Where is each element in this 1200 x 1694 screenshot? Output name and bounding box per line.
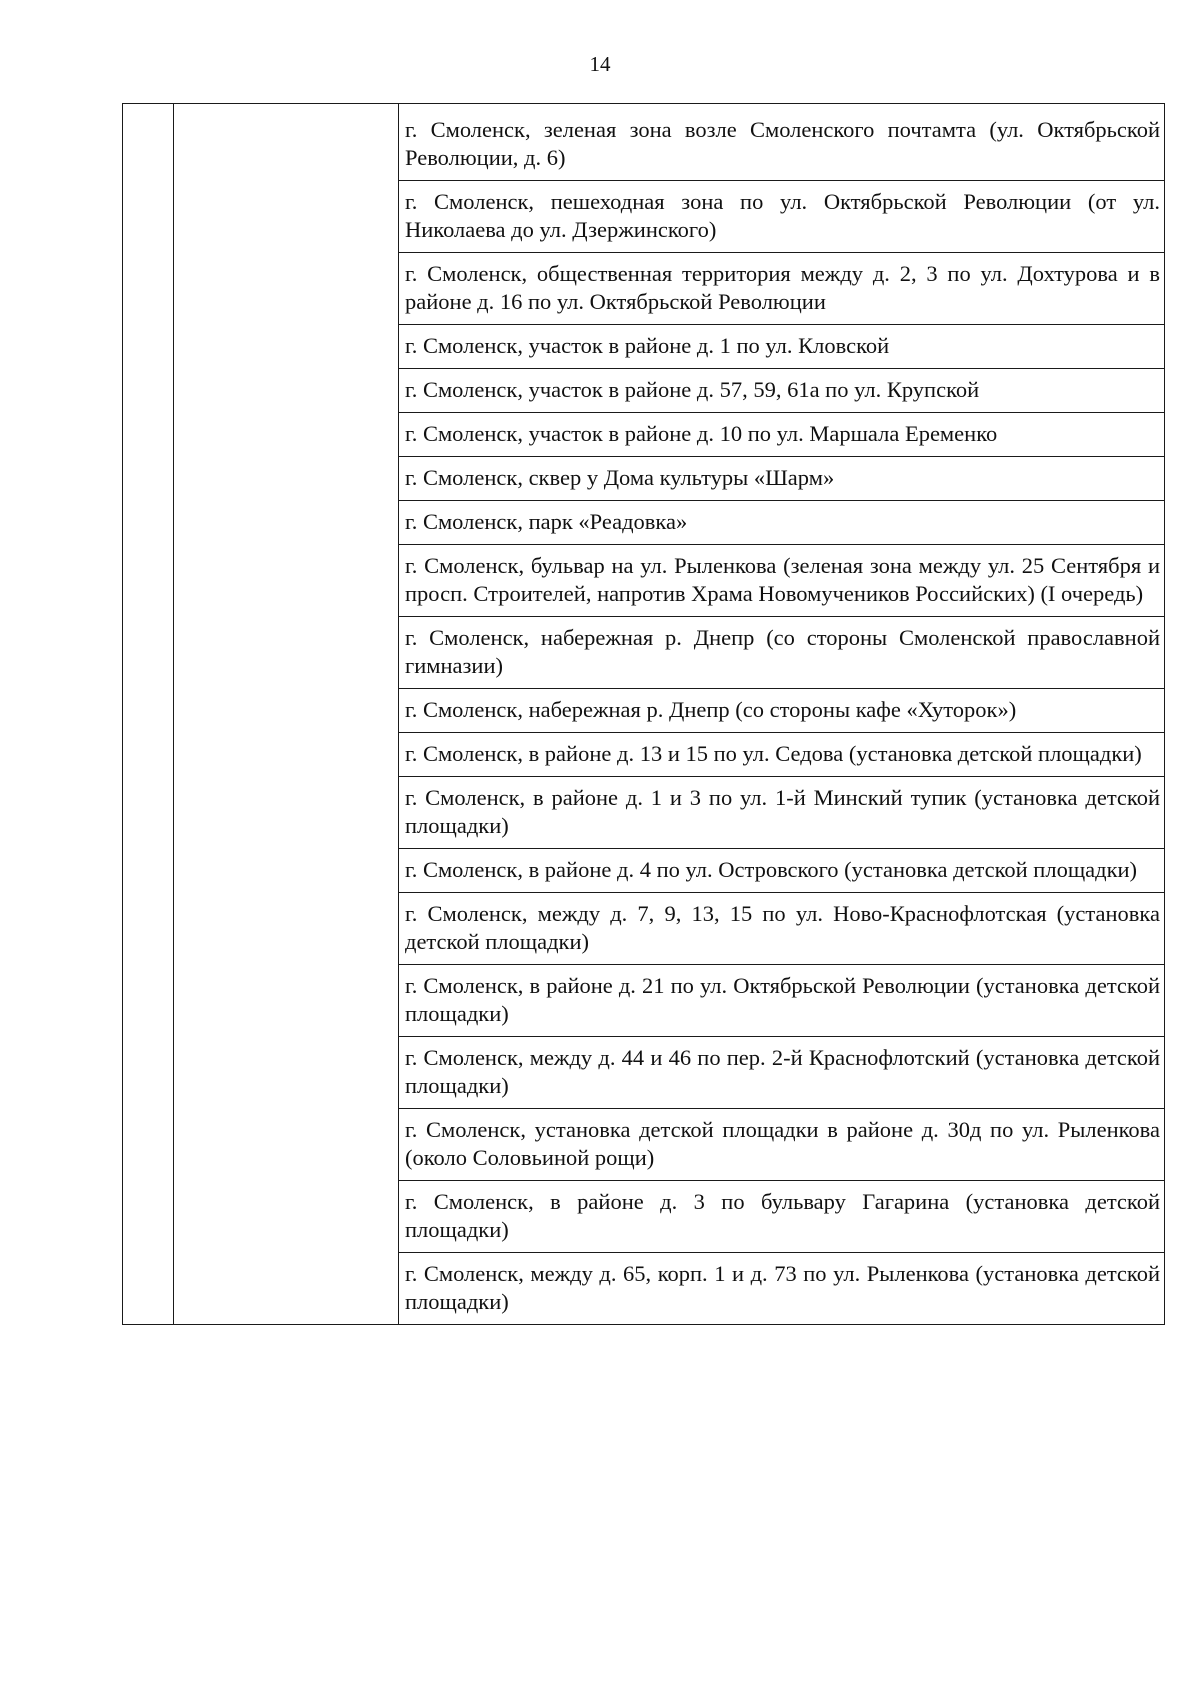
address-cell: г. Смоленск, пешеходная зона по ул. Октябрьской Революции (от ул. Николаева до ул. Дзержинского) (399, 181, 1165, 253)
number-column-cell (123, 104, 174, 1325)
table-row (123, 104, 1165, 181)
address-cell: г. Смоленск, бульвар на ул. Рыленкова (зеленая зона между ул. 25 Сентября и просп. Строителей, напротив Храма Новомучеников Российских) (I очередь) (399, 545, 1165, 617)
address-cell: г. Смоленск, сквер у Дома культуры «Шарм» (399, 457, 1165, 501)
address-cell: г. Смоленск, участок в районе д. 1 по ул. Кловской (399, 325, 1165, 369)
address-cell: г. Смоленск, в районе д. 21 по ул. Октябрьской Революции (установка детской площадки) (399, 965, 1165, 1037)
address-cell: г. Смоленск, между д. 7, 9, 13, 15 по ул. Ново-Краснофлотская (установка детской площадки) (399, 893, 1165, 965)
address-cell: г. Смоленск, в районе д. 13 и 15 по ул. Седова (установка детской площадки) (399, 733, 1165, 777)
address-cell: г. Смоленск, между д. 65, корп. 1 и д. 73 по ул. Рыленкова (установка детской площадки) (399, 1253, 1165, 1325)
table-body (123, 104, 1165, 1325)
address-cell: г. Смоленск, в районе д. 3 по бульвару Гагарина (установка детской площадки) (399, 1181, 1165, 1253)
address-table (122, 103, 1165, 1325)
address-cell: г. Смоленск, набережная р. Днепр (со стороны кафе «Хуторок») (399, 689, 1165, 733)
address-cell: г. Смоленск, установка детской площадки в районе д. 30д по ул. Рыленкова (около Соловьиной рощи) (399, 1109, 1165, 1181)
page-number: 14 (589, 52, 611, 76)
address-cell: г. Смоленск, участок в районе д. 10 по ул. Маршала Еременко (399, 413, 1165, 457)
address-cell: г. Смоленск, участок в районе д. 57, 59, 61а по ул. Крупской (399, 369, 1165, 413)
address-cell: г. Смоленск, в районе д. 4 по ул. Островского (установка детской площадки) (399, 849, 1165, 893)
address-cell: г. Смоленск, зеленая зона возле Смоленского почтамта (ул. Октябрьской Революции, д. 6) (399, 104, 1165, 181)
address-cell: г. Смоленск, между д. 44 и 46 по пер. 2-й Краснофлотский (установка детской площадки) (399, 1037, 1165, 1109)
name-column-cell (174, 104, 399, 1325)
address-cell: г. Смоленск, набережная р. Днепр (со стороны Смоленской православной гимназии) (399, 617, 1165, 689)
address-cell: г. Смоленск, общественная территория между д. 2, 3 по ул. Дохтурова и в районе д. 16 по ул. Октябрьской Революции (399, 253, 1165, 325)
address-cell: г. Смоленск, парк «Реадовка» (399, 501, 1165, 545)
address-cell: г. Смоленск, в районе д. 1 и 3 по ул. 1-й Минский тупик (установка детской площадки) (399, 777, 1165, 849)
